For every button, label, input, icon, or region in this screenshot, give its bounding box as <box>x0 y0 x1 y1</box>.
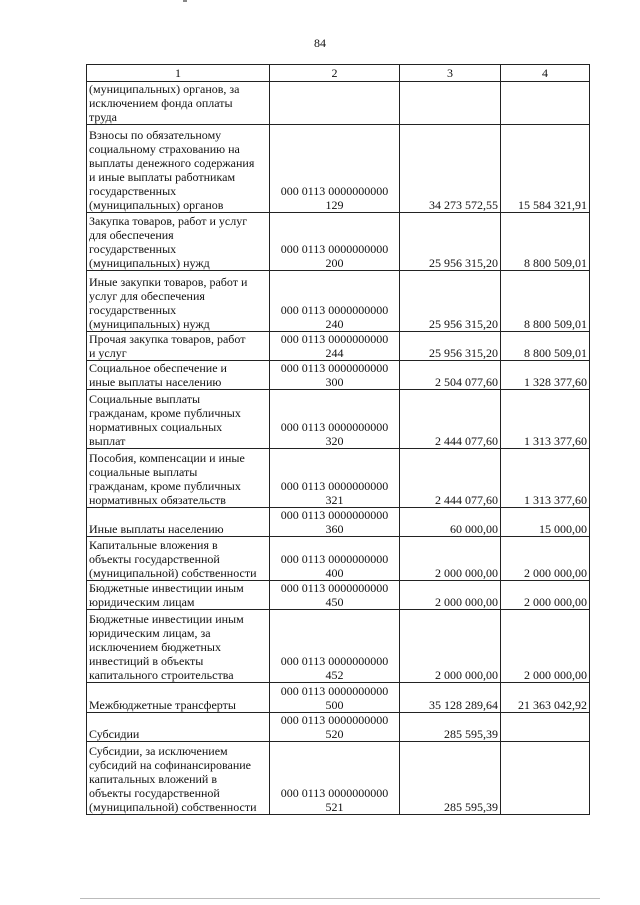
row-name: Взносы по обязательному социальному страхованию на выплаты денежного содержания и иные выплаты работникам государственных (муниципальных) органов <box>89 128 255 212</box>
row-code-main: 000 0113 0000000000 <box>280 332 389 346</box>
row-amount-col3: 285 595,39 <box>400 742 501 815</box>
row-name-cell <box>87 271 270 332</box>
row-code-main: 000 0113 0000000000 <box>280 508 389 522</box>
row-code-suffix: 520 <box>325 727 344 741</box>
row-code-main: 000 0113 0000000000 <box>280 786 389 800</box>
row-name-cell <box>87 508 270 537</box>
row-code-cell <box>270 213 400 271</box>
row-code-main: 000 0113 0000000000 <box>280 713 389 727</box>
row-amount-col3: 2 000 000,00 <box>400 537 501 581</box>
row-code-main: 000 0113 0000000000 <box>280 361 389 375</box>
row-name-cell <box>87 82 270 125</box>
row-name: Социальные выплаты гражданам, кроме публичных нормативных социальных выплат <box>89 392 241 448</box>
table-row <box>87 390 590 449</box>
row-code-suffix: 450 <box>325 595 344 609</box>
row-amount-col3: 25 956 315,20 <box>400 271 501 332</box>
row-code-suffix: 521 <box>325 800 344 814</box>
row-name-cell <box>87 537 270 581</box>
table-row <box>87 581 590 610</box>
row-amount-col4: 8 800 509,01 <box>501 213 590 271</box>
row-name: Субсидии, за исключением субсидий на софинансирование капитальных вложений в объекты государственной (муниципальной) собственности <box>89 744 257 814</box>
row-amount-col4 <box>501 713 590 742</box>
row-code-cell <box>270 332 400 361</box>
table-row <box>87 213 590 271</box>
row-amount-col3: 2 000 000,00 <box>400 581 501 610</box>
row-name: Прочая закупка товаров, работ и услуг <box>89 332 246 360</box>
row-name: Закупка товаров, работ и услуг для обеспечения государственных (муниципальных) нужд <box>89 214 248 270</box>
row-code-cell <box>270 610 400 683</box>
page-number: 84 <box>314 36 326 50</box>
row-name: Субсидии <box>89 727 140 741</box>
row-code-cell <box>270 742 400 815</box>
row-code-suffix: 200 <box>325 256 344 270</box>
row-amount-col3: 2 444 077,60 <box>400 449 501 508</box>
row-name-cell <box>87 390 270 449</box>
row-name-cell <box>87 332 270 361</box>
row-code-cell <box>270 683 400 713</box>
row-code-cell <box>270 508 400 537</box>
scan-artifact <box>183 0 187 2</box>
row-amount-col4: 1 328 377,60 <box>501 361 590 390</box>
row-code-suffix: 300 <box>325 375 344 389</box>
row-amount-col3: 35 128 289,64 <box>400 683 501 713</box>
row-name: Бюджетные инвестиции иным юридическим лицам, за исключением бюджетных инвестиций в объекты капитального строительства <box>89 612 244 682</box>
row-code-main: 000 0113 0000000000 <box>280 684 389 698</box>
row-amount-col4: 15 584 321,91 <box>501 125 590 213</box>
row-code-cell <box>270 361 400 390</box>
row-code-main: 000 0113 0000000000 <box>280 552 389 566</box>
column-header-3: 3 <box>400 65 501 82</box>
row-amount-col4: 15 000,00 <box>501 508 590 537</box>
row-name-cell <box>87 713 270 742</box>
row-amount-col3: 60 000,00 <box>400 508 501 537</box>
row-amount-col3: 2 444 077,60 <box>400 390 501 449</box>
table-row <box>87 742 590 815</box>
row-code-main: 000 0113 0000000000 <box>280 654 389 668</box>
table-header-row <box>87 65 590 82</box>
row-code-suffix: 240 <box>325 317 344 331</box>
column-header-2: 2 <box>270 65 400 82</box>
row-code-suffix: 129 <box>325 198 344 212</box>
row-name: Бюджетные инвестиции иным юридическим лицам <box>89 581 244 609</box>
row-amount-col4: 8 800 509,01 <box>501 271 590 332</box>
row-amount-col4: 1 313 377,60 <box>501 449 590 508</box>
row-amount-col3: 285 595,39 <box>400 713 501 742</box>
row-name: (муниципальных) органов, за исключением фонда оплаты труда <box>89 82 240 124</box>
table-row <box>87 125 590 213</box>
row-code-suffix: 400 <box>325 566 344 580</box>
row-amount-col3: 2 000 000,00 <box>400 610 501 683</box>
row-amount-col3: 25 956 315,20 <box>400 213 501 271</box>
budget-table <box>86 64 590 815</box>
row-name-cell <box>87 361 270 390</box>
row-name: Пособия, компенсации и иные социальные выплаты гражданам, кроме публичных нормативных обязательств <box>89 451 245 507</box>
row-name-cell <box>87 742 270 815</box>
table-row <box>87 610 590 683</box>
row-code-suffix: 452 <box>325 668 344 682</box>
row-name: Иные закупки товаров, работ и услуг для обеспечения государственных (муниципальных) нужд <box>89 275 248 331</box>
row-amount-col4 <box>501 82 590 125</box>
row-code-main: 000 0113 0000000000 <box>280 479 389 493</box>
row-code-cell <box>270 82 400 125</box>
row-amount-col4: 8 800 509,01 <box>501 332 590 361</box>
row-code-cell <box>270 390 400 449</box>
row-code-cell <box>270 271 400 332</box>
table-row <box>87 508 590 537</box>
table-row <box>87 361 590 390</box>
row-code-main: 000 0113 0000000000 <box>280 420 389 434</box>
column-header-1: 1 <box>87 65 270 82</box>
row-amount-col4: 21 363 042,92 <box>501 683 590 713</box>
row-code-main: 000 0113 0000000000 <box>280 184 389 198</box>
row-name-cell <box>87 213 270 271</box>
table-row <box>87 271 590 332</box>
row-name-cell <box>87 683 270 713</box>
row-name-cell <box>87 125 270 213</box>
column-header-4: 4 <box>501 65 590 82</box>
scan-artifact <box>80 898 600 899</box>
row-code-cell <box>270 125 400 213</box>
row-code-cell <box>270 581 400 610</box>
row-name: Капитальные вложения в объекты государственной (муниципальной) собственности <box>89 538 257 580</box>
row-code-cell <box>270 537 400 581</box>
row-name-cell <box>87 581 270 610</box>
row-amount-col3: 34 273 572,55 <box>400 125 501 213</box>
row-code-suffix: 244 <box>325 346 344 360</box>
row-amount-col3: 2 504 077,60 <box>400 361 501 390</box>
row-name-cell <box>87 449 270 508</box>
row-amount-col4 <box>501 742 590 815</box>
row-amount-col4: 1 313 377,60 <box>501 390 590 449</box>
row-code-suffix: 320 <box>325 434 344 448</box>
row-code-suffix: 360 <box>325 522 344 536</box>
row-name: Социальное обеспечение и иные выплаты населению <box>89 361 227 389</box>
row-amount-col3: 25 956 315,20 <box>400 332 501 361</box>
row-amount-col4: 2 000 000,00 <box>501 581 590 610</box>
row-code-suffix: 500 <box>325 698 344 712</box>
table-row <box>87 449 590 508</box>
row-code-main: 000 0113 0000000000 <box>280 303 389 317</box>
row-name: Межбюджетные трансферты <box>89 698 236 712</box>
row-code-suffix: 321 <box>325 493 344 507</box>
table-row <box>87 713 590 742</box>
table-row <box>87 537 590 581</box>
row-code-cell <box>270 713 400 742</box>
row-code-main: 000 0113 0000000000 <box>280 581 389 595</box>
row-amount-col4: 2 000 000,00 <box>501 610 590 683</box>
row-amount-col4: 2 000 000,00 <box>501 537 590 581</box>
table-row <box>87 332 590 361</box>
row-amount-col3 <box>400 82 501 125</box>
row-name: Иные выплаты населению <box>89 522 224 536</box>
row-name-cell <box>87 610 270 683</box>
table-row <box>87 82 590 125</box>
row-code-main: 000 0113 0000000000 <box>280 242 389 256</box>
table-row <box>87 683 590 713</box>
row-code-cell <box>270 449 400 508</box>
